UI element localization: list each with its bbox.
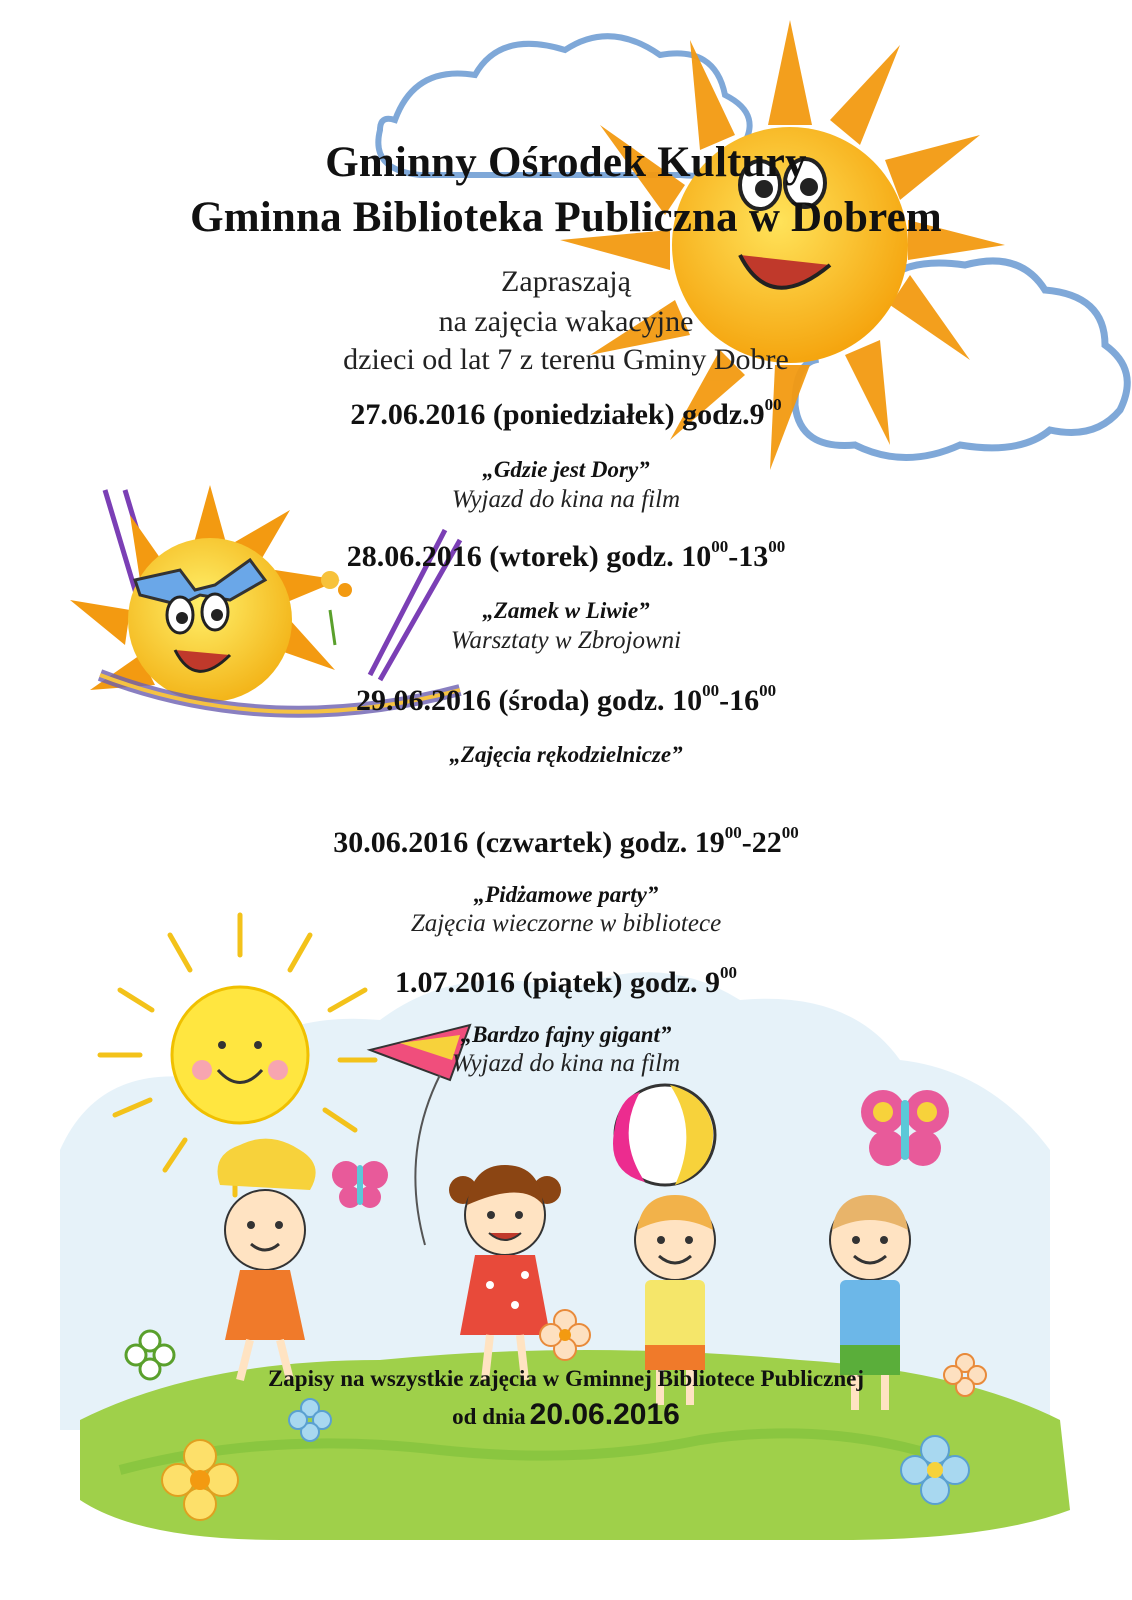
butterfly-icon [861, 1090, 949, 1166]
event-2-date: 28.06.2016 (wtorek) godz. $10^{00}-13^{00}$ [346, 537, 786, 573]
event-4-title: „Pidżamowe party” [473, 882, 659, 907]
event-2-desc: Warsztaty w Zbrojowni [450, 627, 682, 654]
intro-line-2: na zajęcia wakacyjne [438, 305, 694, 338]
event-5-date: 1.07.2016 (piątek) godz. $9^{00}$ [395, 963, 737, 999]
event-5-title: „Bardzo fajny gigant” [460, 1022, 672, 1047]
intro-line-1: Zapraszają [501, 265, 631, 298]
footer-prefix: od dnia [452, 1404, 526, 1429]
header-line-2: Gminna Biblioteka Publiczna w Dobrem [190, 194, 942, 241]
event-4-desc: Zajęcia wieczorne w bibliotece [410, 910, 722, 937]
event-1-title: „Gdzie jest Dory” [482, 457, 650, 482]
footer-date-line [0, 1398, 1132, 1432]
event-1-date: 27.06.2016 (poniedziałek) $godz.9^{00}$ [350, 395, 782, 431]
event-3-title: „Zajęcia rękodzielnicze” [449, 742, 683, 767]
intro-line-3: dzieci od lat 7 z terenu Gminy Dobre [343, 343, 789, 376]
footer-date: 20.06.2016 [529, 1398, 680, 1431]
event-5-desc: Wyjazd do kina na film [451, 1050, 681, 1077]
small-butterfly-icon [332, 1161, 388, 1208]
event-3-date: 29.06.2016 (środa) godz. $10^{00}-16^{00}$ [355, 681, 777, 717]
event-1-desc: Wyjazd do kina na film [451, 486, 681, 513]
header-line-1: Gminny Ośrodek Kultury [325, 139, 807, 186]
ball-icon [613, 1085, 715, 1185]
event-2-title: „Zamek w Liwie” [482, 598, 650, 623]
footer-registration: Zapisy na wszystkie zajęcia w Gminnej Bibliotece Publicznej [267, 1366, 865, 1391]
event-4-date: 30.06.2016 (czwartek) godz. $19^{00}-22^{00}$ [333, 823, 799, 859]
